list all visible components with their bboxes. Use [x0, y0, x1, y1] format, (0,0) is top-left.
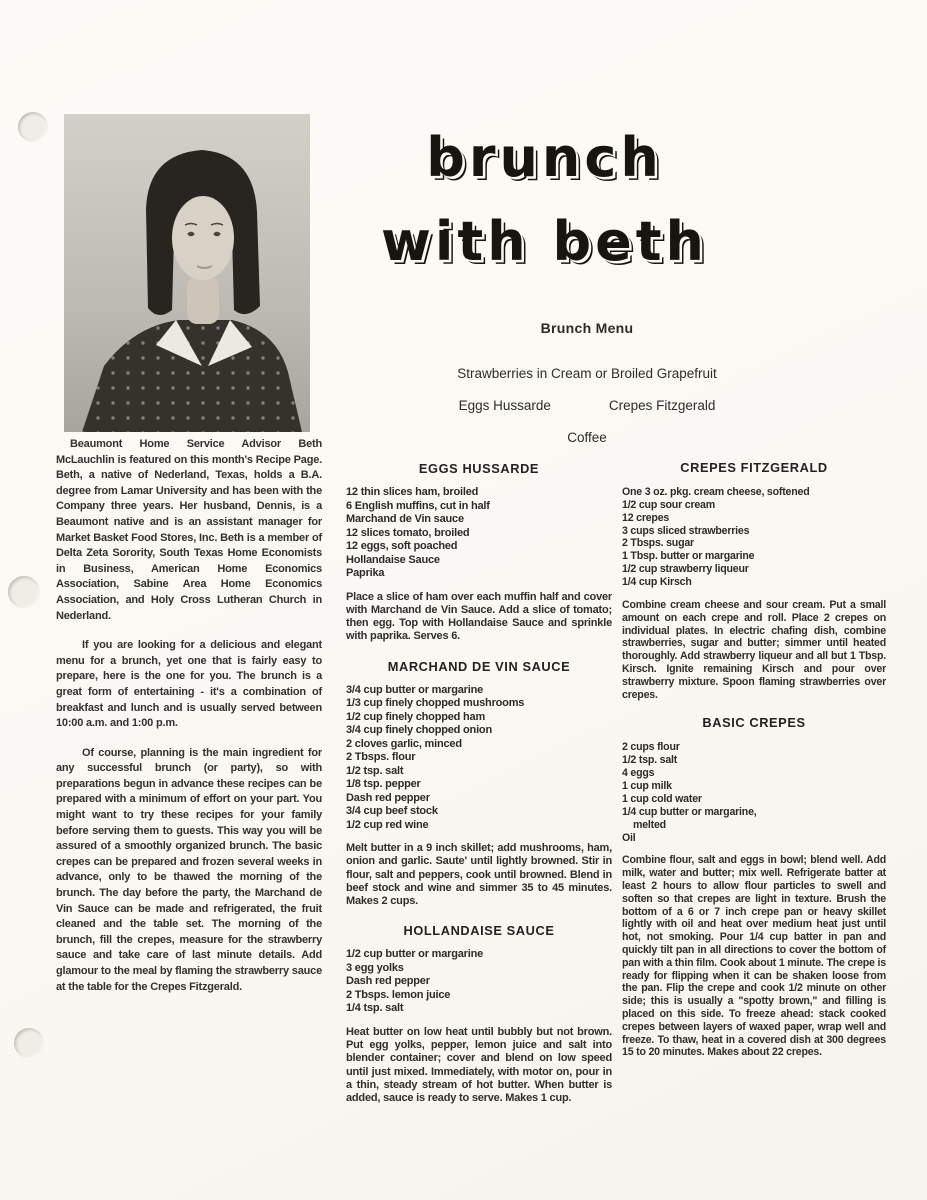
- bio-paragraph-2: If you are looking for a delicious and elegant menu for a brunch, yet one that is fairly easy to prepare, here is the one for you. The brunch is a great form of entertaining - it's a combination of breakfast and lunch and is usually served between 10:00 a.m. and 1:00 p.m.: [56, 639, 322, 730]
- ingredient-line: 1/2 tsp. salt: [622, 754, 678, 767]
- menu-item-eggs-hussarde: Eggs Hussarde: [458, 398, 551, 413]
- recipe-method: Combine cream cheese and sour cream. Put a small amount on each crepe and roll. Place 2 crepes on individual plates. In electric chafing dish, combine strawberries, sugar and butter; simmer until heated thoroughly. Add strawberry liqueur and all but 1 Tbsp. Kirsch. Ignite remaining Kirsch and pour over strawberry mixture. Spoon flaming strawberries over crepes.: [622, 599, 886, 701]
- recipe-method: Heat butter on low heat until bubbly but not brown. Put egg yolks, pepper, lemon juice and salt into blender container; cover and blend on low speed until just mixed. Immediately, with motor on, pour in a thin, steady stream of hot butter. When butter is added, sauce is ready to serve. Makes 1 cup.: [346, 1025, 612, 1104]
- ingredient-line: 6 English muffins, cut in half: [346, 499, 490, 512]
- ingredient-list: [346, 684, 612, 833]
- ingredient-line: 4 eggs: [622, 767, 655, 780]
- portrait-illustration: [64, 114, 310, 432]
- ingredient-line: 2 Tbsps. sugar: [622, 537, 694, 550]
- ingredient-line: 1 Tbsp. butter or margarine: [622, 550, 755, 563]
- page-title: [372, 116, 717, 284]
- menu-item-coffee: Coffee: [567, 430, 607, 445]
- brunch-menu: [362, 320, 812, 462]
- ingredient-line: 1/8 tsp. pepper: [346, 778, 421, 791]
- ingredient-line: 1/3 cup finely chopped mushrooms: [346, 697, 525, 710]
- ingredient-line: 1/2 cup butter or margarine: [346, 948, 484, 961]
- menu-heading: Brunch Menu: [540, 320, 634, 336]
- recipe-marchand-de-vin-sauce: [346, 660, 612, 909]
- ingredient-line: 1/2 cup sour cream: [622, 498, 715, 511]
- recipe-column-right: [622, 462, 886, 1075]
- recipe-hollandaise-sauce: [346, 924, 612, 1105]
- ingredient-line: 2 Tbsps. flour: [346, 751, 416, 764]
- menu-line-fruit: Strawberries in Cream or Broiled Grapefruit: [457, 366, 717, 381]
- ingredient-line: 3 egg yolks: [346, 961, 404, 974]
- recipe-method: Melt butter in a 9 inch skillet; add mushrooms, ham, onion and garlic. Saute' until lightly browned. Stir in flour, salt and peppers, cook until browned. Blend in beef stock and wine and simmer 35 to 45 minutes. Makes 2 cups.: [346, 842, 612, 908]
- recipe-title: EGGS HUSSARDE: [418, 461, 540, 476]
- bio-paragraph-1: Beaumont Home Service Advisor Beth McLauchlin is featured on this month's Recipe Page. Beth, a native of Nederland, Texas, holds a B.A. degree from Lamar University and has been with the Company three years. Her husband, Dennis, is a Beaumont native and is an assistant manager for Market Basket Food Stores, Inc. Beth is a member of Delta Zeta Sorority, South Texas Home Economists in Business, American Home Economics Association, Sabine Area Home Economics Association, and Holy Cross Lutheran Church in Nederland.: [56, 438, 322, 622]
- portrait-photo: [64, 114, 310, 432]
- punch-hole-middle: [8, 576, 40, 608]
- ingredient-line: Dash red pepper: [346, 791, 430, 804]
- ingredient-line: 1/2 tsp. salt: [346, 764, 404, 777]
- ingredient-line: 12 eggs, soft poached: [346, 540, 458, 553]
- ingredient-line: Marchand de Vin sauce: [346, 513, 464, 526]
- bio-column: [56, 437, 322, 1009]
- recipe-basic-crepes: [622, 717, 886, 1059]
- ingredient-list: [622, 741, 886, 844]
- ingredient-line: 2 Tbsps. lemon juice: [346, 988, 451, 1001]
- ingredient-line: 2 cups flour: [622, 741, 680, 754]
- ingredient-line: 1/2 cup finely chopped ham: [346, 710, 486, 723]
- ingredient-line: 12 slices tomato, broiled: [346, 526, 470, 539]
- ingredient-line: 3/4 cup finely chopped onion: [346, 724, 492, 737]
- ingredient-line: 12 thin slices ham, broiled: [346, 486, 479, 499]
- title-line-1: brunch: [426, 126, 663, 189]
- ingredient-line: Paprika: [346, 567, 385, 580]
- ingredient-line: 3 cups sliced strawberries: [622, 524, 750, 537]
- recipe-method: Combine flour, salt and eggs in bowl; blend well. Add milk, water and butter; mix well. Refrigerate batter at least 2 hours to allow flour particles to swell and soften so that crepes are light in texture. Brush the bottom of a 6 or 7 inch crepe pan or heavy skillet lightly with oil and heat over medium heat just until hot, not smoking. Pour 1/4 cup batter in pan and quickly tilt pan in all directions to cover the bottom of pan with a thin film. Cook about 1 minute. The crepe is ready for flipping when it can be shaken loose from the pan. Flip the crepe and cook 1/2 minute on other side; this is usually a "spotty brown," and filling is placed on this side. To freeze ahead: stack cooked crepes between layers of waxed paper, wrap well and freeze. To thaw, heat in a covered dish at 300 degrees 15 to 20 minutes. Makes about 22 crepes.: [622, 854, 886, 1059]
- recipe-title: MARCHAND DE VIN SAUCE: [387, 658, 571, 674]
- recipe-crepes-fitzgerald: [622, 462, 886, 701]
- ingredient-list: [346, 948, 612, 1016]
- menu-line-mains: [362, 398, 812, 413]
- punch-hole-top: [18, 112, 48, 142]
- ingredient-line: One 3 oz. pkg. cream cheese, softened: [622, 485, 810, 498]
- recipe-eggs-hussarde: [346, 462, 612, 644]
- menu-item-crepes-fitzgerald: Crepes Fitzgerald: [608, 398, 716, 413]
- ingredient-line: Hollandaise Sauce: [346, 553, 440, 566]
- recipe-title: CREPES FITZGERALD: [680, 460, 828, 475]
- ingredient-line: 1/4 cup butter or margarine,: [622, 805, 757, 818]
- ingredient-line: Dash red pepper: [346, 975, 430, 988]
- ingredient-line: 2 cloves garlic, minced: [346, 737, 462, 750]
- ingredient-list: [622, 486, 886, 589]
- ingredient-line: 1 cup cold water: [622, 792, 702, 805]
- ingredient-list: [346, 486, 612, 581]
- bio-paragraph-3: Of course, planning is the main ingredient for any successful brunch (or party), so with preparations begun in advance these recipes can be prepared with a minimum of effort on your part. You might want to try these recipes for your family before serving them to guests. This way you will be assured of a smoothly organized brunch. The basic crepes can be prepared and frozen several weeks in advance, only to be thawed the morning of the brunch. The day before the party, the Marchand de Vin Sauce can be made and refrigerated, the fruit cleaned and the table set. The morning of the brunch, fill the crepes, measure for the strawberry sauce and take care of last minute details. Add glamour to the meal by flaming the strawberry sauce at the table for the Crepes Fitzgerald.: [56, 746, 322, 993]
- ingredient-line: 12 crepes: [622, 511, 670, 524]
- recipe-column-center: [346, 462, 612, 1121]
- ingredient-line: 3/4 cup beef stock: [346, 805, 438, 818]
- recipe-title: HOLLANDAISE SAUCE: [403, 923, 555, 939]
- ingredient-line: 1 cup milk: [622, 779, 672, 792]
- recipe-method: Place a slice of ham over each muffin half and cover with Marchand de Vin Sauce. Add a slice of tomato; then egg. Top with Hollandaise Sauce and sprinkle with paprika. Serves 6.: [346, 590, 612, 643]
- ingredient-line: 1/2 cup red wine: [346, 818, 429, 831]
- ingredient-line: 3/4 cup butter or margarine: [346, 683, 484, 696]
- ingredient-line: melted: [622, 818, 666, 831]
- recipe-title: BASIC CREPES: [702, 715, 806, 731]
- punch-hole-bottom: [14, 1028, 44, 1058]
- ingredient-line: Oil: [622, 831, 636, 844]
- title-line-2: with beth: [381, 210, 708, 273]
- ingredient-line: 1/2 cup strawberry liqueur: [622, 563, 749, 576]
- ingredient-line: 1/4 tsp. salt: [346, 1002, 404, 1015]
- ingredient-line: 1/4 cup Kirsch: [622, 576, 692, 589]
